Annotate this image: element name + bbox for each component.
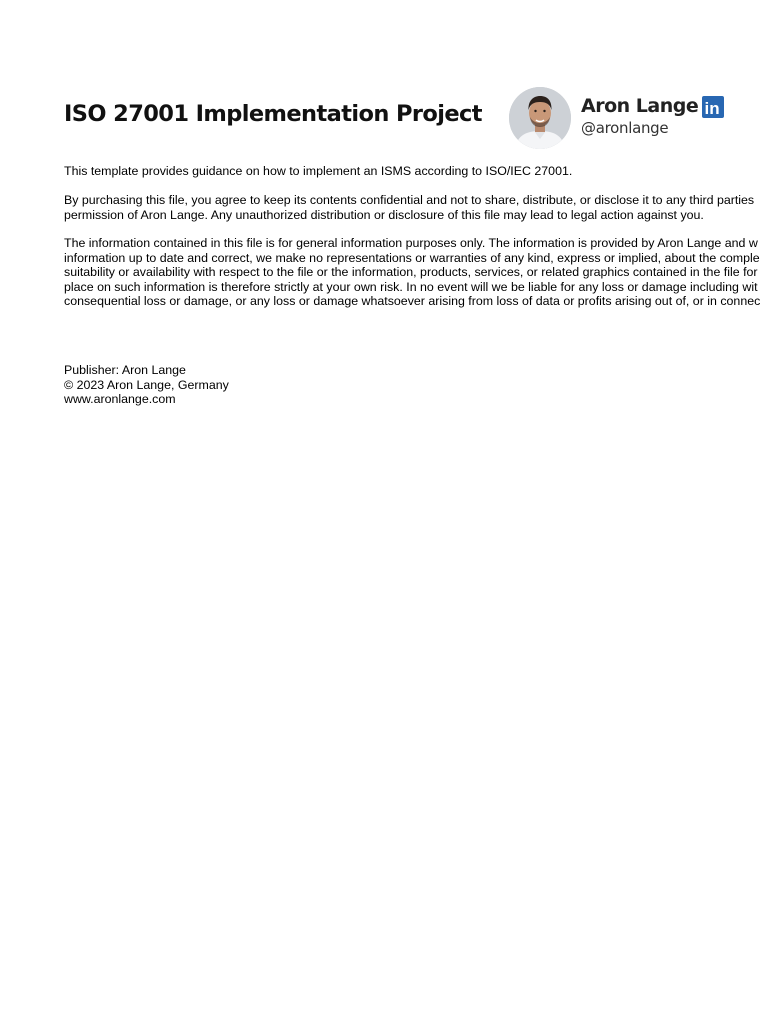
author-handle: @aronlange <box>581 119 669 137</box>
disclaimer-line: place on such information is therefore strictly at your own risk. In no event will we be liable for any loss or damage including wit <box>64 279 758 294</box>
intro-line: This template provides guidance on how to implement an ISMS according to ISO/IEC 27001. <box>64 164 573 178</box>
author-card <box>509 87 739 151</box>
author-name: Aron Lange <box>581 95 699 117</box>
intro-text <box>64 164 768 179</box>
agreement-text <box>64 193 768 222</box>
disclaimer-line: information up to date and correct, we make no representations or warranties of any kind, express or implied, about the comple <box>64 250 760 265</box>
disclaimer-text <box>64 236 768 309</box>
agreement-line: By purchasing this file, you agree to keep its contents confidential and not to share, distribute, or disclose it to any third parties <box>64 193 755 207</box>
svg-text:in: in <box>704 99 720 118</box>
disclaimer-line: consequential loss or damage, or any loss or damage whatsoever arising from loss of data or profits arising out of, or in connec <box>64 294 761 308</box>
copyright-line: © 2023 Aron Lange, Germany <box>64 377 229 392</box>
agreement-line: permission of Aron Lange. Any unauthorized distribution or disclosure of this file may lead to legal action against you. <box>64 207 704 222</box>
publisher-info <box>64 363 768 407</box>
page-title: ISO 27001 Implementation Project <box>64 101 482 127</box>
disclaimer-line: suitability or availability with respect to the file or the information, products, services, or related graphics contained in the file for <box>64 265 758 279</box>
publisher-line: Publisher: Aron Lange <box>64 363 186 377</box>
avatar <box>509 87 571 149</box>
website-link[interactable]: www.aronlange.com <box>64 392 176 406</box>
disclaimer-line: The information contained in this file is for general information purposes only. The information is provided by Aron Lange and w <box>64 236 758 250</box>
linkedin-icon[interactable] <box>702 96 724 118</box>
